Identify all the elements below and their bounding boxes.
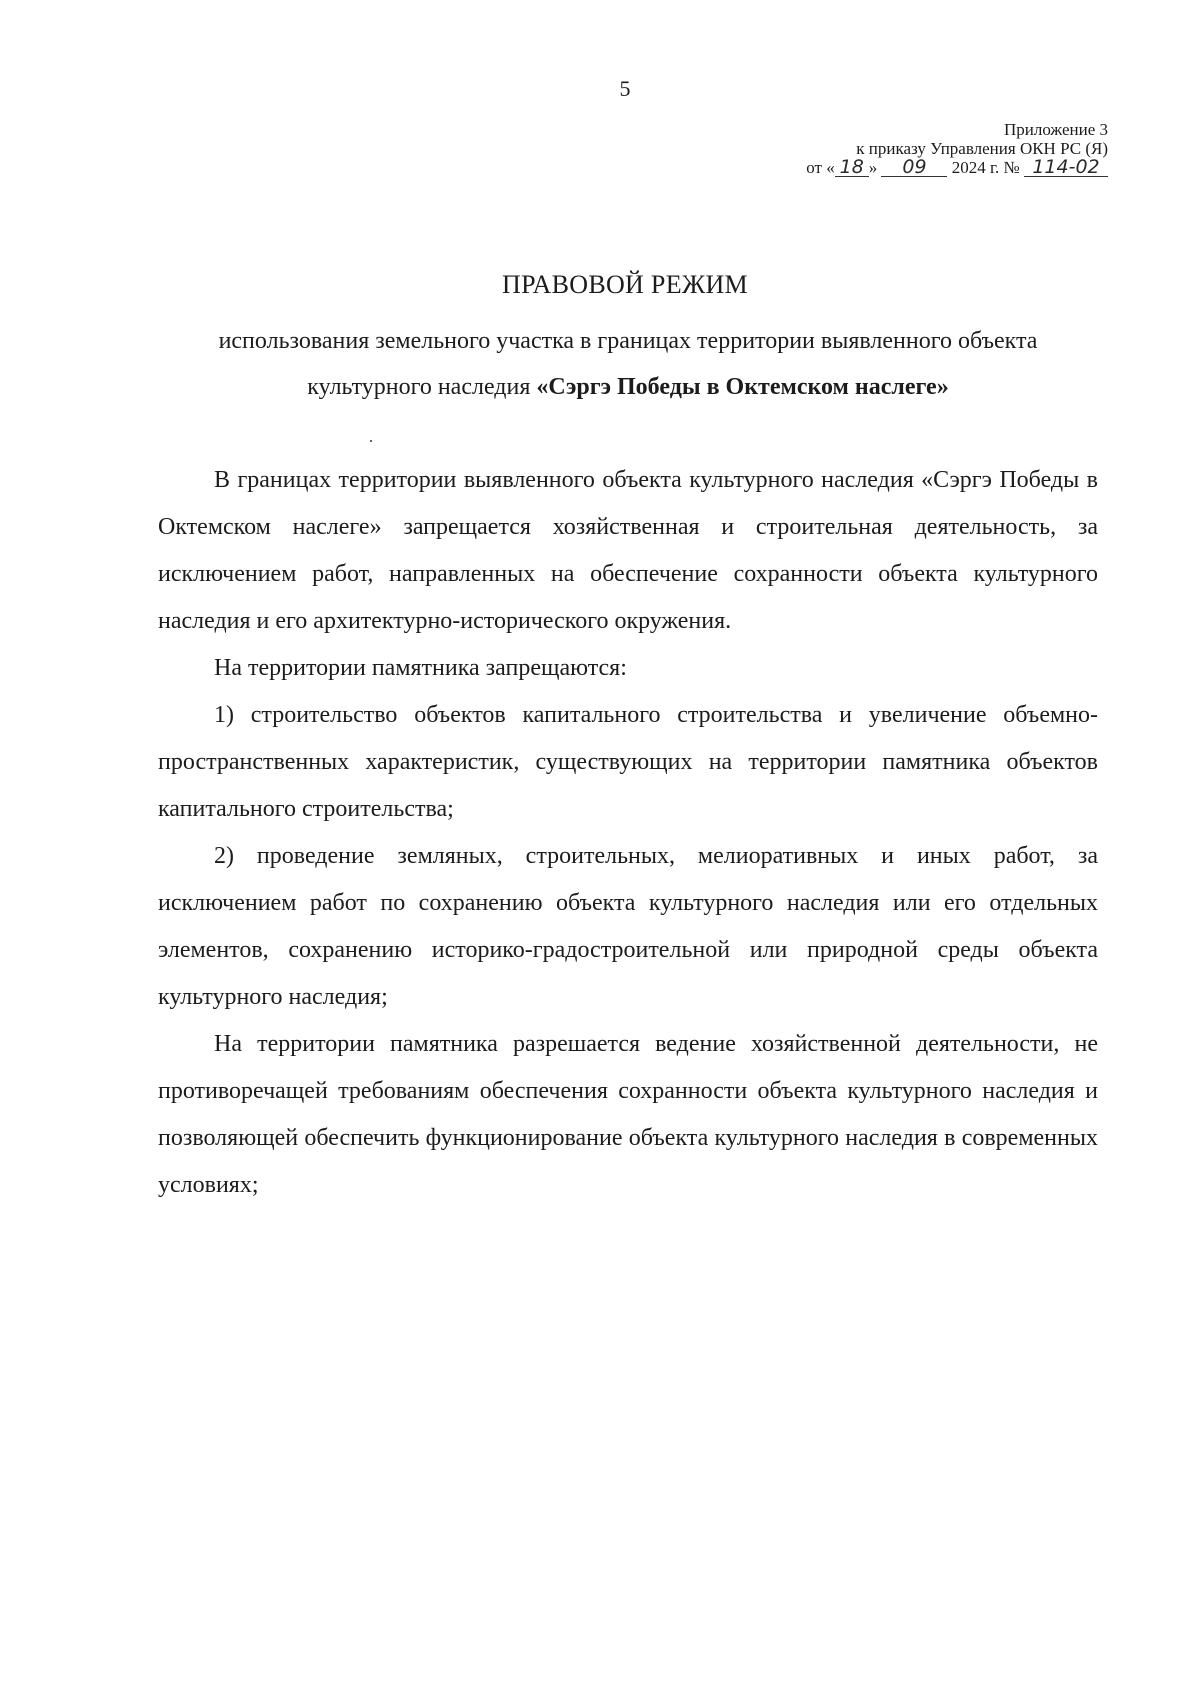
- page-number: 5: [619, 76, 631, 101]
- paragraph-prohibition-1: 1) строительство объектов капитального строительства и увеличение объемно-пространственных характеристик, существующих на территории памятника объектов капитального строительства;: [158, 702, 1098, 822]
- paragraph-prohibition-2: 2) проведение земляных, строительных, мелиоративных и иных работ, за исключением работ по сохранению объекта культурного наследия или его отдельных элементов, сохранению историко-градостроительной или природной среды объекта культурного наследия;: [158, 843, 1098, 1010]
- date-quote-close: »: [868, 158, 878, 177]
- document-title: ПРАВОВОЙ РЕЖИМ: [502, 270, 748, 299]
- subtitle-object-name: «Сэргэ Победы в Октемском наслеге»: [536, 374, 949, 400]
- handwritten-month: 09: [881, 159, 947, 177]
- paragraph-prohibitions-intro: На территории памятника запрещаются:: [214, 655, 627, 681]
- scan-speck: [370, 440, 372, 442]
- annex-block: [806, 120, 1108, 177]
- annex-order-reference: к приказу Управления ОКН РС (Я): [856, 139, 1108, 158]
- handwritten-order-number: 114-02: [1024, 159, 1108, 177]
- paragraph-prohibition-general: В границах территории выявленного объекта культурного наследия «Сэргэ Победы в Октемском наслеге» запрещается хозяйственная и строительная деятельность, за исключением работ, направленных на обеспечение сохранности объекта культурного наследия и его архитектурно-исторического окружения.: [158, 467, 1098, 634]
- subtitle-text: использования земельного участка в границах территории выявленного объекта культурного наследия: [218, 328, 1038, 400]
- annex-date-line: [806, 158, 1108, 177]
- handwritten-day: 18: [835, 159, 869, 177]
- date-year: 2024 г. №: [951, 158, 1020, 177]
- paragraph-permission: На территории памятника разрешается ведение хозяйственной деятельности, не противоречащей требованиям обеспечения сохранности объекта культурного наследия и позволяющей обеспечить функционирование объекта культурного наследия в современных условиях;: [158, 1031, 1098, 1198]
- document-body: [158, 457, 1098, 1209]
- date-prefix: от «: [806, 158, 835, 177]
- annex-title: Приложение 3: [1004, 120, 1108, 139]
- document-subtitle: [158, 318, 1098, 410]
